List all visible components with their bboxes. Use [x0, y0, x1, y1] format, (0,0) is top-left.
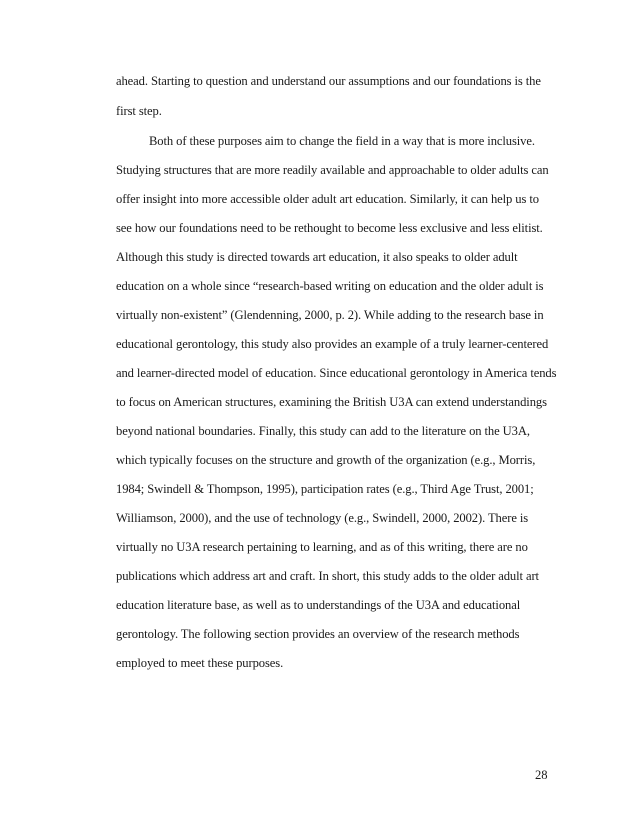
text-line: and learner-directed model of education. Since educational gerontology in America tends [116, 366, 557, 380]
text-line: which typically focuses on the structure and growth of the organization (e.g., Morris, [116, 453, 536, 467]
text-line: offer insight into more accessible older adult art education. Similarly, it can help us to [116, 192, 539, 206]
text-line: educational gerontology, this study also provides an example of a truly learner-centered [116, 337, 549, 351]
text-line: beyond national boundaries. Finally, this study can add to the literature on the U3A, [116, 424, 530, 438]
text-line: Williamson, 2000), and the use of technology (e.g., Swindell, 2000, 2002). There is [116, 511, 529, 525]
text-line: virtually non-existent” (Glendenning, 2000, p. 2). While adding to the research base in [116, 308, 544, 322]
text-line: gerontology. The following section provides an overview of the research methods [116, 627, 520, 641]
text-line: Although this study is directed towards art education, it also speaks to older adult [116, 250, 518, 264]
text-line: education on a whole since “research-based writing on education and the older adult is [116, 279, 544, 293]
text-line: to focus on American structures, examining the British U3A can extend understandings [116, 395, 547, 409]
text-line: education literature base, as well as to understandings of the U3A and educational [116, 598, 521, 612]
text-line: 1984; Swindell & Thompson, 1995), participation rates (e.g., Third Age Trust, 2001; [116, 482, 534, 496]
text-line: publications which address art and craft. In short, this study adds to the older adult art [116, 569, 539, 583]
text-line: first step. [116, 104, 162, 118]
page-number: 28 [535, 768, 548, 782]
text-line: ahead. Starting to question and understand our assumptions and our foundations is the [116, 74, 541, 88]
text-line: Studying structures that are more readily available and approachable to older adults can [116, 163, 549, 177]
text-line: employed to meet these purposes. [116, 656, 284, 670]
text-line: virtually no U3A research pertaining to learning, and as of this writing, there are no [116, 540, 528, 554]
text-line: see how our foundations need to be rethought to become less exclusive and less elitist. [116, 221, 543, 235]
paragraph-first-line: Both of these purposes aim to change the field in a way that is more inclusive. [149, 134, 535, 148]
